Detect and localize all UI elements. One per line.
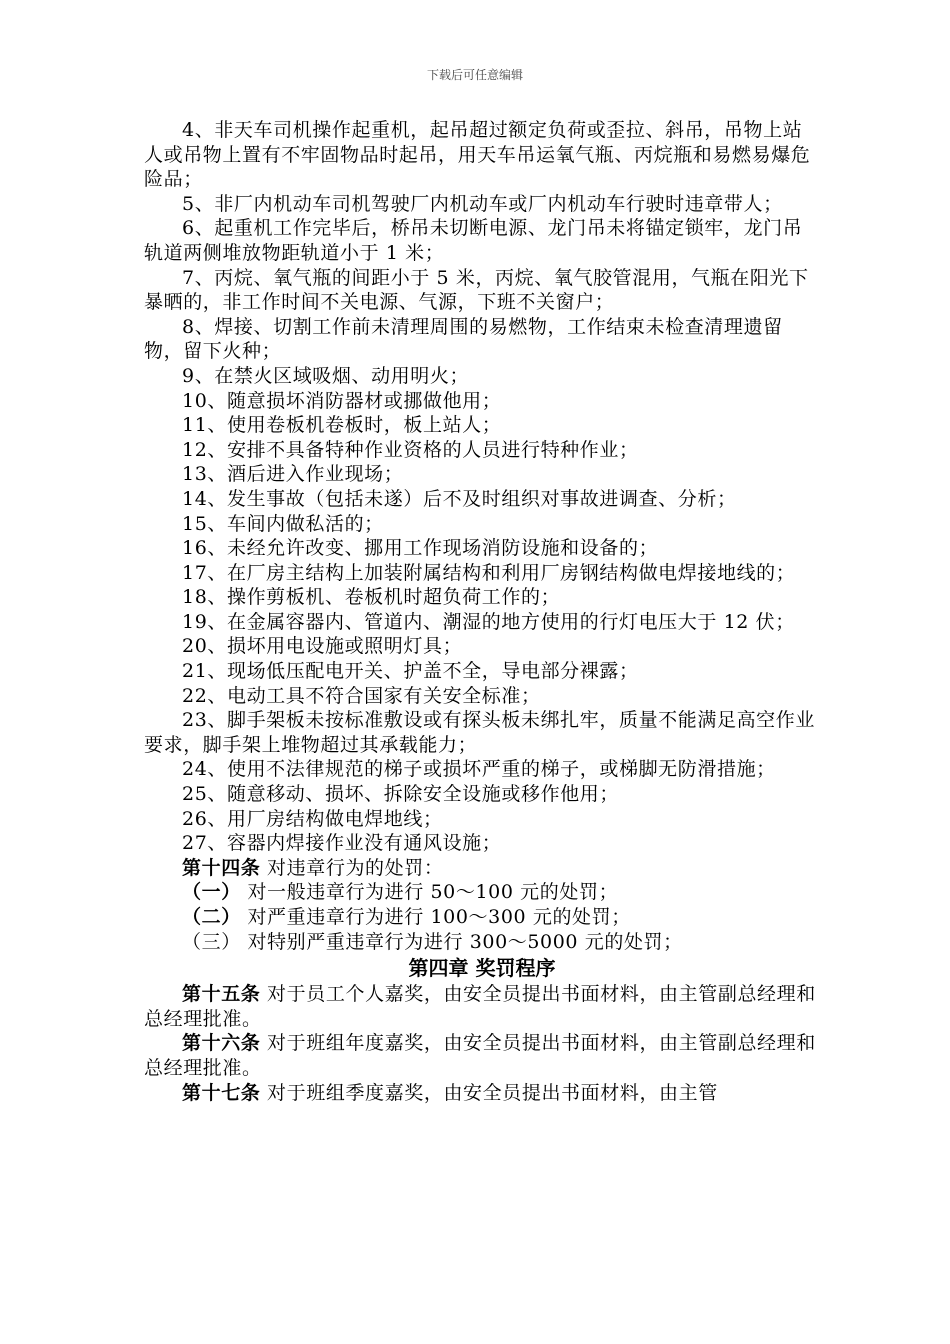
penalty-label: （一） [182, 881, 241, 904]
article-label: 第十五条 [182, 983, 261, 1006]
article-label: 第十七条 [182, 1081, 261, 1104]
penalty-label: （二） [182, 906, 241, 928]
list-item: 19、在金属容器内、管道内、潮湿的地方使用的行灯电压大于 12 伏； [182, 610, 795, 633]
list-item: 4、非天车司机操作起重机，起吊超过额定负荷或歪拉、斜吊，吊物上站人或吊物上置有不牢固物品时起吊，用天车吊运氧气瓶、丙烷瓶和易燃易爆危险品； [144, 119, 811, 191]
list-item: 26、用厂房结构做电焊地线； [182, 807, 443, 830]
list-item: 8、焊接、切割工作前未清理周围的易燃物，工作结束未检查清理遗留物，留下火种； [144, 315, 783, 363]
list-item: 24、使用不法律规范的梯子或损坏严重的梯子，或梯脚无防滑措施； [182, 758, 776, 781]
penalty-text: 对严重违章行为进行 100～300 元的处罚； [240, 906, 631, 928]
penalty-label: （三） [182, 930, 241, 953]
list-item: 5、非厂内机动车司机驾驶厂内机动车或厂内机动车行驶时违章带人； [182, 192, 783, 215]
list-item: 10、随意损坏消防器材或挪做他用； [182, 389, 502, 412]
list-item: 12、安排不具备特种作业资格的人员进行特种作业； [182, 438, 639, 461]
penalty-text: 对一般违章行为进行 50～100 元的处罚； [240, 881, 619, 904]
chapter-title: 第四章 奖罚程序 [408, 956, 556, 981]
list-item: 15、车间内做私活的； [182, 512, 384, 535]
list-item: 22、电动工具不符合国家有关安全标准； [182, 684, 541, 707]
document-body [144, 118, 820, 1105]
page-header: 下载后可任意编辑 [426, 68, 523, 82]
penalty-item [144, 880, 820, 905]
list-item: 7、丙烷、氧气瓶的间距小于 5 米，丙烷、氧气胶管混用，气瓶在阳光下暴晒的，非工作时间不关电源、气源，下班不关窗户； [144, 266, 809, 314]
list-item: 11、使用卷板机卷板时，板上站人； [182, 414, 502, 437]
list-item: 21、现场低压配电开关、护盖不全，导电部分裸露； [182, 660, 639, 683]
penalty-text: 对特别严重违章行为进行 300～5000 元的处罚； [240, 930, 683, 953]
article-16 [144, 1031, 820, 1080]
list-item: 16、未经允许改变、挪用工作现场消防设施和设备的； [182, 537, 659, 560]
list-item: 13、酒后进入作业现场； [182, 463, 404, 486]
penalty-item [144, 905, 820, 930]
article-text: 对于班组年度嘉奖，由安全员提出书面材料，由主管副总经理和总经理批准。 [144, 1032, 816, 1079]
article-text: 对于员工个人嘉奖，由安全员提出书面材料，由主管副总经理和总经理批准。 [144, 983, 816, 1030]
article-17 [144, 1081, 820, 1106]
list-item: 9、在禁火区域吸烟、动用明火； [182, 364, 470, 387]
article-label: 第十四条 [182, 856, 261, 879]
article-label: 第十六条 [182, 1032, 261, 1055]
article-text: 对违章行为的处罚： [260, 856, 444, 879]
list-item: 17、在厂房主结构上加装附属结构和利用厂房钢结构做电焊接地线的； [182, 561, 796, 584]
list-item: 18、操作剪板机、卷板机时超负荷工作的； [182, 586, 561, 609]
penalty-item [144, 930, 820, 955]
list-item: 20、损坏用电设施或照明灯具； [182, 635, 463, 658]
list-item: 25、随意移动、损坏、拆除安全设施或移作他用； [182, 783, 619, 806]
list-item: 23、脚手架板未按标准敷设或有探头板未绑扎牢，质量不能满足高空作业要求，脚手架上堆物超过其承载能力； [144, 709, 815, 756]
article-text: 对于班组季度嘉奖，由安全员提出书面材料，由主管 [260, 1081, 718, 1104]
article-15 [144, 982, 820, 1031]
list-item: 6、起重机工作完毕后，桥吊未切断电源、龙门吊未将锚定锁牢，龙门吊轨道两侧堆放物距轨道小于 1 米； [144, 217, 803, 264]
list-item: 27、容器内焊接作业没有通风设施； [182, 832, 502, 855]
list-item: 14、发生事故（包括未遂）后不及时组织对事故进调查、分析； [182, 487, 737, 510]
article-14 [144, 856, 820, 881]
